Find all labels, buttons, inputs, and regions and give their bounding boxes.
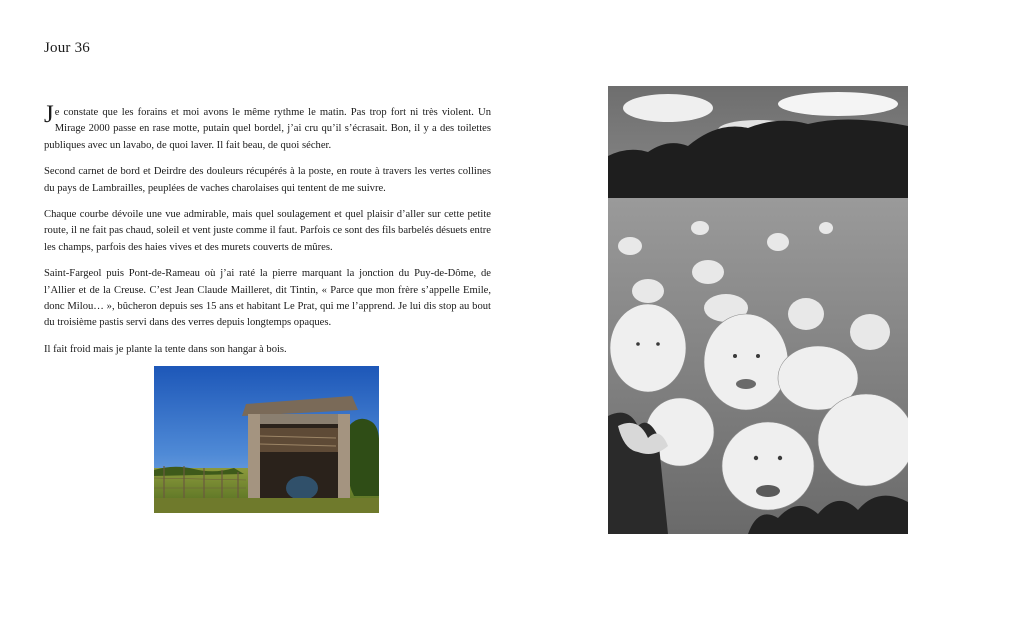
paragraph-1 [44, 101, 491, 154]
paragraph-2: Second carnet de bord et Deirdre des douleurs récupérés à la poste, en route à travers les vertes collines du pays de Lambrailles, peuplées de vaches charolaises qui tentent de me suivre. [44, 166, 491, 194]
paragraph-1-text: e constate que les forains et moi avons le même rythme le matin. Pas trop fort ni très violent. Un Mirage 2000 passe en rase motte, putain quel bordel, j’ai cru qu’il s’écrasait. Bon, il y a des toilettes publiques avec un lavabo, de quoi laver. Il fait beau, de quoi sécher. [44, 107, 491, 151]
paragraph-4: Saint-Fargeol puis Pont-de-Rameau où j’ai raté la pierre marquant la jonction du Puy-de-Dôme, de l’Allier et de la Creuse. C’est Jean Claude Mailleret, dit Tintin, « Parce que mon frère s’appelle Emile, donc Milou… », bûcheron depuis ses 15 ans et habitant Le Prat, qui me l’apprend. Je lui dis stop au bout du troisième pastis servi dans des verres depuis longtemps opaques. [44, 268, 491, 329]
drop-cap: J [44, 101, 54, 128]
body-text [44, 101, 491, 368]
cows-photo [608, 86, 908, 534]
barn-photo [154, 366, 379, 513]
paragraph-5: Il fait froid mais je plante la tente dans son hangar à bois. [44, 343, 287, 355]
page-title: Jour 36 [44, 40, 90, 56]
paragraph-3: Chaque courbe dévoile une vue admirable, mais quel soulagement et quel plaisir d’aller sur cette petite route, il ne fait pas chaud, soleil et vent juste comme il faut. Parfois ce sont des fils barbelés désuets entre les champs, parfois des haies vives et des murets couverts de mûres. [44, 209, 491, 253]
